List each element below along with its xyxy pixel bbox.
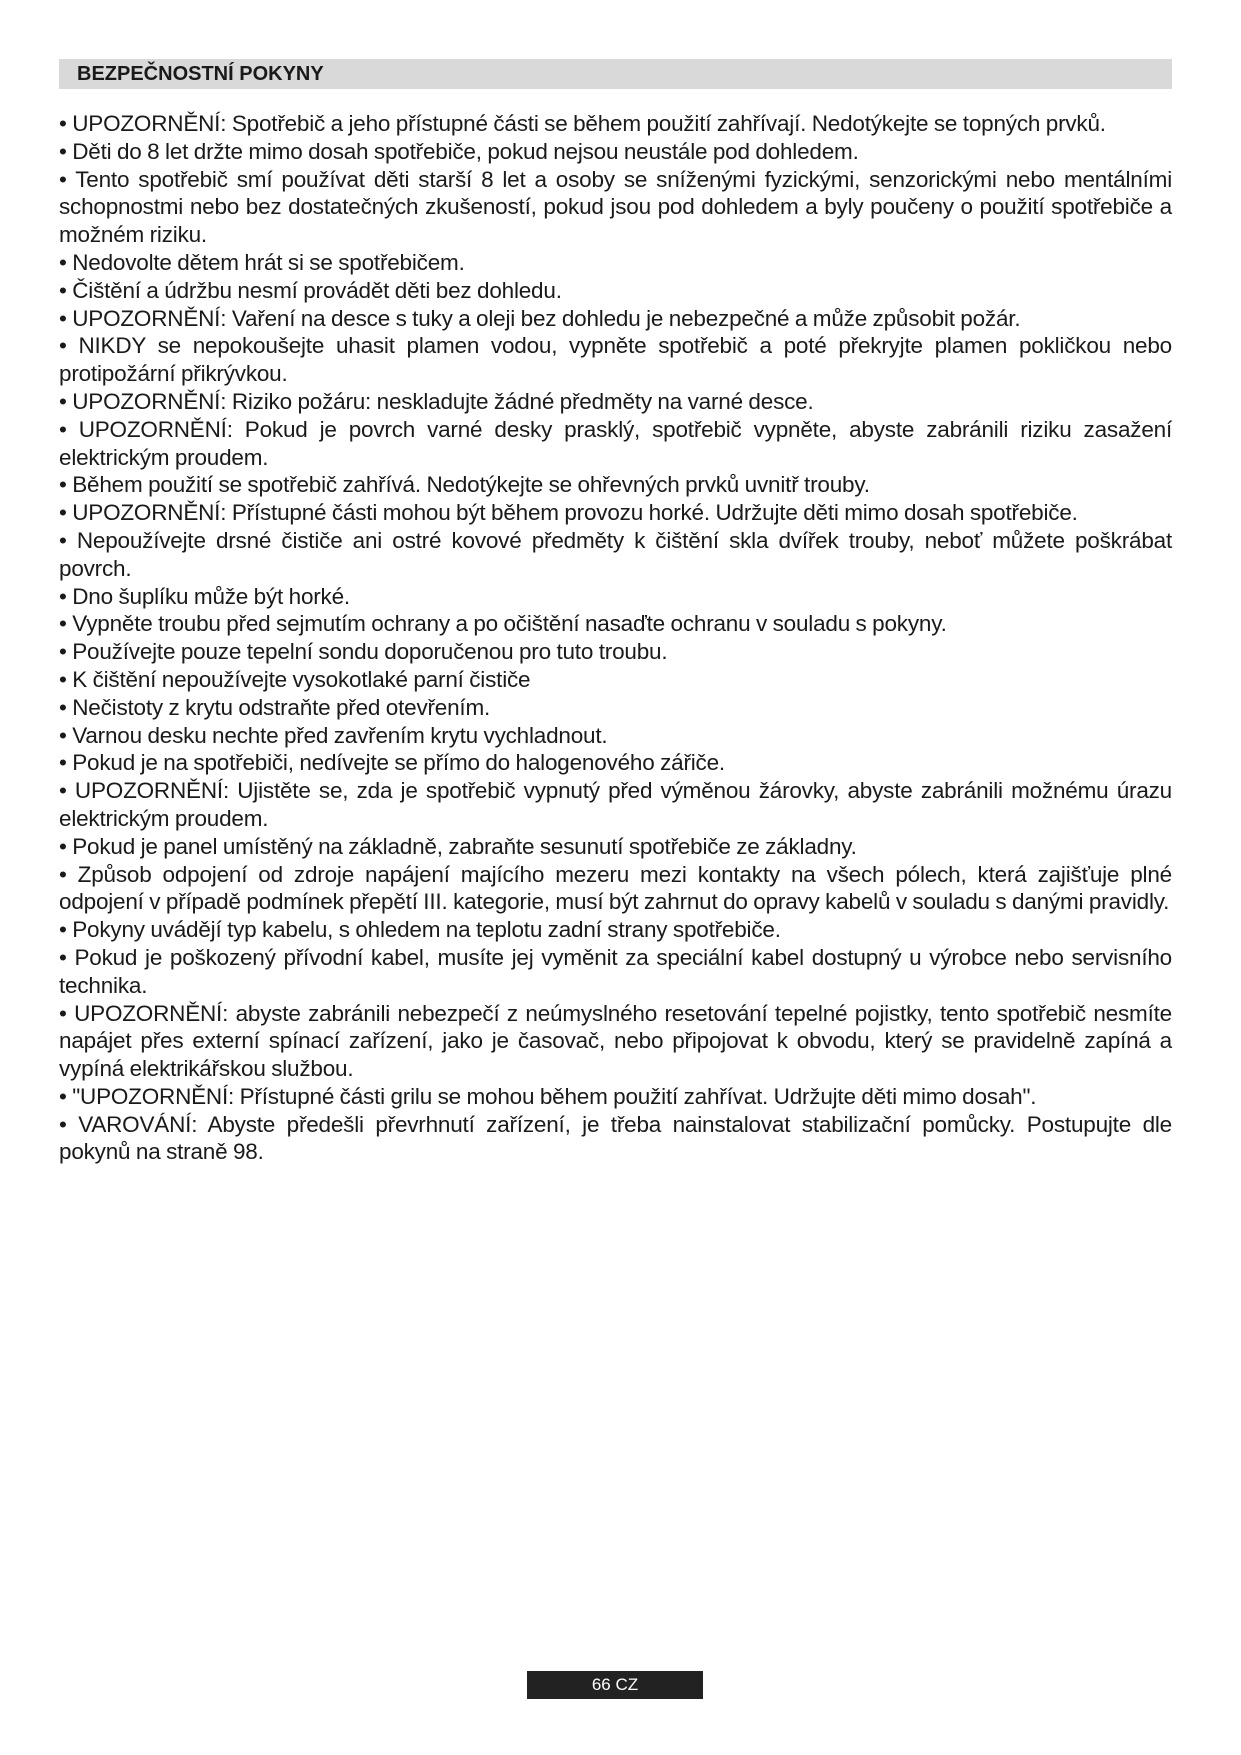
list-item: • UPOZORNĚNÍ: Riziko požáru: neskladujte žádné předměty na varné desce. — [59, 388, 814, 414]
list-item: • K čištění nepoužívejte vysokotlaké parní čističe — [59, 666, 531, 692]
page-number: 66 CZ — [527, 1671, 703, 1699]
list-item: • VAROVÁNÍ: Abyste předešli převrhnutí zařízení, je třeba nainstalovat stabilizační pomůcky. Postupujte dle pokynů na straně 98. — [59, 1111, 1172, 1165]
list-item: • "UPOZORNĚNÍ: Přístupné části grilu se mohou během použití zahřívat. Udržujte děti mimo dosah". — [59, 1083, 1037, 1109]
list-item: • Způsob odpojení od zdroje napájení majícího mezeru mezi kontakty na všech pólech, která zajišťuje plné odpojení v případě podmínek přepětí III. kategorie, musí být zahrnut do opravy kabelů v souladu s danými pravidly. — [59, 861, 1172, 915]
list-item: • Pokud je panel umístěný na základně, zabraňte sesunutí spotřebiče ze základny. — [59, 833, 857, 859]
list-item: • UPOZORNĚNÍ: Pokud je povrch varné desky prasklý, spotřebič vypněte, abyste zabránili riziku zasažení elektrickým proudem. — [59, 416, 1172, 470]
list-item: • Pokyny uvádějí typ kabelu, s ohledem na teplotu zadní strany spotřebiče. — [59, 917, 781, 943]
safety-instructions-list — [59, 110, 1172, 1166]
list-item: • Tento spotřebič smí používat děti starší 8 let a osoby se sníženými fyzickými, senzorickými nebo mentálními schopnostmi nebo bez dostatečných zkušeností, pokud jsou pod dohledem a byly poučeny o použití spotřebiče a možném riziku. — [59, 166, 1172, 248]
list-item: • Používejte pouze tepelní sondu doporučenou pro tuto troubu. — [59, 639, 668, 665]
list-item: • Nepoužívejte drsné čističe ani ostré kovové předměty k čištění skla dvířek trouby, neboť můžete poškrábat povrch. — [59, 527, 1172, 581]
list-item: • Pokud je na spotřebiči, nedívejte se přímo do halogenového zářiče. — [59, 750, 725, 776]
list-item: • UPOZORNĚNÍ: abyste zabránili nebezpečí z neúmyslného resetování tepelné pojistky, tento spotřebič nesmíte napájet přes externí spínací zařízení, jako je časovač, nebo připojovat k obvodu, který se pravidelně zapíná a vypíná elektrikářskou službou. — [59, 1000, 1172, 1082]
section-title: BEZPEČNOSTNÍ POKYNY — [77, 63, 324, 85]
list-item: • NIKDY se nepokoušejte uhasit plamen vodou, vypněte spotřebič a poté překryjte plamen pokličkou nebo protipožární přikrývkou. — [59, 333, 1172, 387]
list-item: • Nedovolte dětem hrát si se spotřebičem. — [59, 249, 465, 275]
list-item: • Během použití se spotřebič zahřívá. Nedotýkejte se ohřevných prvků uvnitř trouby. — [59, 472, 870, 498]
list-item: • UPOZORNĚNÍ: Vaření na desce s tuky a oleji bez dohledu je nebezpečné a může způsobit požár. — [59, 305, 1021, 331]
list-item: • UPOZORNĚNÍ: Spotřebič a jeho přístupné části se během použití zahřívají. Nedotýkejte se topných prvků. — [59, 111, 1106, 136]
list-item: • Nečistoty z krytu odstraňte před otevřením. — [59, 694, 491, 720]
list-item: • Pokud je poškozený přívodní kabel, musíte jej vyměnit za speciální kabel dostupný u výrobce nebo servisního technika. — [59, 944, 1172, 998]
section-header-bar — [59, 59, 1172, 89]
list-item: • Dno šuplíku může být horké. — [59, 583, 350, 609]
list-item: • Děti do 8 let držte mimo dosah spotřebiče, pokud nejsou neustále pod dohledem. — [59, 138, 859, 164]
list-item: • Varnou desku nechte před zavřením krytu vychladnout. — [59, 722, 608, 748]
list-item: • Vypněte troubu před sejmutím ochrany a po očištění nasaďte ochranu v souladu s pokyny. — [59, 611, 947, 637]
list-item: • Čištění a údržbu nesmí provádět děti bez dohledu. — [59, 277, 562, 303]
list-item: • UPOZORNĚNÍ: Přístupné části mohou být během provozu horké. Udržujte děti mimo dosah spotřebiče. — [59, 500, 1078, 526]
list-item: • UPOZORNĚNÍ: Ujistěte se, zda je spotřebič vypnutý před výměnou žárovky, abyste zabránili možnému úrazu elektrickým proudem. — [59, 778, 1172, 831]
